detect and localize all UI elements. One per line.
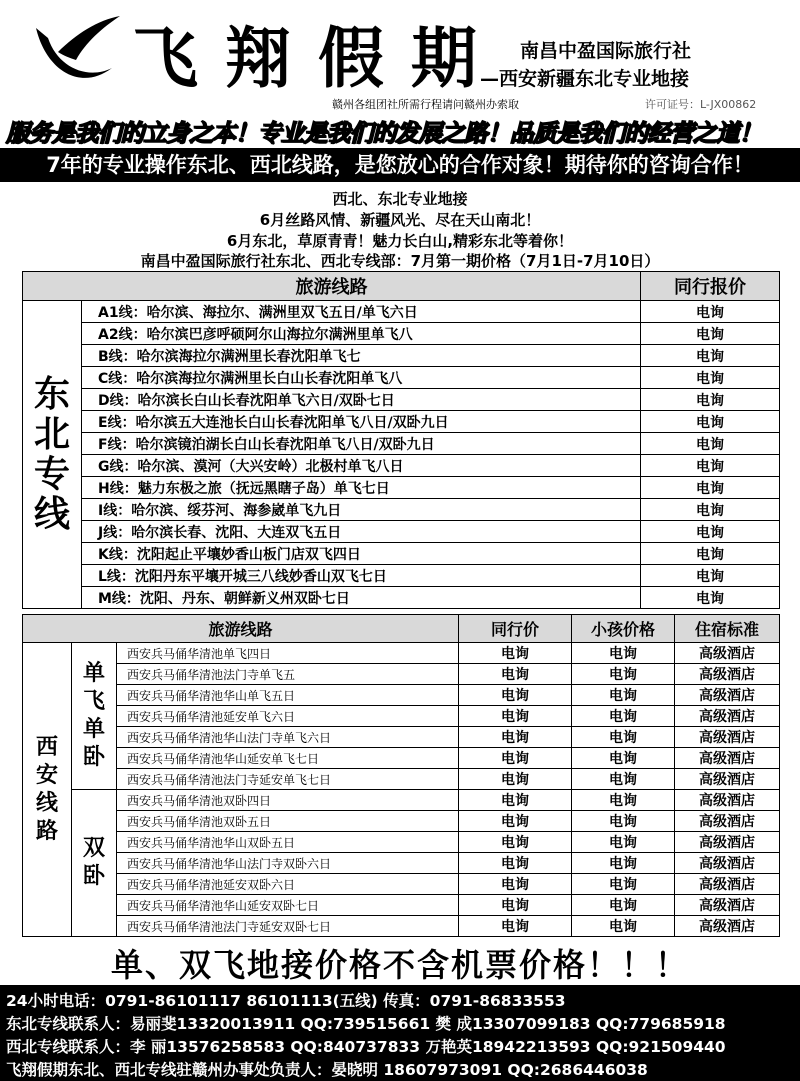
table-row — [23, 811, 780, 832]
peer-price-cell: 电询 — [459, 811, 572, 832]
intro-line-2: 6月丝路风情、新疆风光、尽在天山南北！ — [259, 211, 541, 229]
child-price-cell: 电询 — [572, 685, 675, 706]
route-header: 旅游线路 — [23, 272, 641, 301]
table-header-row — [23, 615, 780, 643]
table-row — [23, 727, 780, 748]
hotel-cell: 高级酒店 — [675, 748, 780, 769]
route-cell: 西安兵马俑华清池华山法门寺单飞六日 — [117, 727, 459, 748]
route-header: 旅游线路 — [23, 615, 459, 643]
peer-price-cell: 电询 — [459, 706, 572, 727]
slogan: 服务是我们的立身之本！专业是我们的发展之路！品质是我们的经营之道！ — [6, 119, 762, 147]
peer-price-cell: 电询 — [459, 748, 572, 769]
child-price-cell: 电询 — [572, 727, 675, 748]
table-row — [23, 874, 780, 895]
hotel-cell: 高级酒店 — [675, 643, 780, 664]
brand-title: 飞 翔 假 期 — [132, 19, 479, 97]
double-sleeper-label: 双 卧 — [72, 790, 117, 937]
peer-price-cell: 电询 — [459, 643, 572, 664]
hotel-cell: 高级酒店 — [675, 727, 780, 748]
hotel-cell: 高级酒店 — [675, 685, 780, 706]
peer-price-cell: 电询 — [459, 769, 572, 790]
route-cell: C线：哈尔滨海拉尔满洲里长白山长春沈阳单飞八 — [82, 367, 641, 389]
hotel-cell: 高级酒店 — [675, 706, 780, 727]
hotel-cell: 高级酒店 — [675, 916, 780, 937]
table-row — [23, 832, 780, 853]
intro-line-3: 6月东北，草原青青！魅力长白山,精彩东北等着你！ — [226, 232, 574, 250]
price-cell: 电询 — [641, 367, 780, 389]
northeast-section-label: 东 北 专 线 — [23, 301, 82, 609]
price-cell: 电询 — [641, 301, 780, 323]
child-price-cell: 电询 — [572, 643, 675, 664]
peer-price-cell: 电询 — [459, 832, 572, 853]
price-cell: 电询 — [641, 543, 780, 565]
route-cell: H线：魅力东极之旅（抚远黑瞎子岛）单飞七日 — [82, 477, 641, 499]
child-price-cell: 电询 — [572, 664, 675, 685]
price-cell: 电询 — [641, 389, 780, 411]
intro-line-4: 南昌中盈国际旅行社东北、西北专线部：7月第一期价格（7月1日-7月10日） — [140, 252, 660, 270]
table-row — [23, 643, 780, 664]
contact-panel — [0, 985, 800, 1081]
price-cell: 电询 — [641, 499, 780, 521]
price-cell: 电询 — [641, 455, 780, 477]
xian-section-label: 西 安 线 路 — [23, 643, 72, 937]
price-cell: 电询 — [641, 411, 780, 433]
xian-table — [22, 614, 780, 937]
peer-price-cell: 电询 — [459, 874, 572, 895]
hotel-cell: 高级酒店 — [675, 664, 780, 685]
table-row — [23, 367, 780, 389]
table-row — [23, 565, 780, 587]
price-cell: 电询 — [641, 587, 780, 609]
route-cell: F线：哈尔滨镜泊湖长白山长春沈阳单飞八日/双卧九日 — [82, 433, 641, 455]
single-flight-label: 单 飞 单 卧 — [72, 643, 117, 790]
table-row — [23, 301, 780, 323]
table-row — [23, 685, 780, 706]
child-price-cell: 电询 — [572, 853, 675, 874]
child-price-cell: 电询 — [572, 895, 675, 916]
peer-price-cell: 电询 — [459, 727, 572, 748]
peer-price-cell: 电询 — [459, 916, 572, 937]
route-cell: B线：哈尔滨海拉尔满洲里长春沈阳单飞七 — [82, 345, 641, 367]
table-row — [23, 664, 780, 685]
hotel-cell: 高级酒店 — [675, 895, 780, 916]
route-cell: 西安兵马俑华清池华山双卧五日 — [117, 832, 459, 853]
child-price-cell: 电询 — [572, 874, 675, 895]
price-cell: 电询 — [641, 477, 780, 499]
route-cell: A1线：哈尔滨、海拉尔、满洲里双飞五日/单飞六日 — [82, 301, 641, 323]
hotel-cell: 高级酒店 — [675, 790, 780, 811]
agency-name: 南昌中盈国际旅行社 — [520, 40, 692, 62]
route-cell: A2线：哈尔滨巴彦呼硕阿尔山海拉尔满洲里单飞八 — [82, 323, 641, 345]
hotel-cell: 高级酒店 — [675, 811, 780, 832]
child-price-cell: 电询 — [572, 769, 675, 790]
table-header-row — [23, 272, 780, 301]
route-cell: D线：哈尔滨长白山长春沈阳单飞六日/双卧七日 — [82, 389, 641, 411]
route-cell: 西安兵马俑华清池延安双卧六日 — [117, 874, 459, 895]
peer-price-cell: 电询 — [459, 685, 572, 706]
peer-price-cell: 电询 — [459, 664, 572, 685]
table-row — [23, 345, 780, 367]
table-row — [23, 748, 780, 769]
route-cell: 西安兵马俑华清池华山单飞五日 — [117, 685, 459, 706]
route-cell: 西安兵马俑华清池法门寺延安双卧七日 — [117, 916, 459, 937]
table-row — [23, 499, 780, 521]
table-row — [23, 477, 780, 499]
table-row — [23, 521, 780, 543]
route-cell: 西安兵马俑华清池法门寺单飞五 — [117, 664, 459, 685]
hotel-header: 住宿标准 — [675, 615, 780, 643]
table-row — [23, 455, 780, 477]
banner: 7年的专业操作东北、西北线路，是您放心的合作对象！期待你的咨询合作！ — [0, 148, 800, 182]
route-cell: 西安兵马俑华清池双卧五日 — [117, 811, 459, 832]
contact-northwest: 西北专线联系人：李 丽13576258583 QQ:840737833 万艳英18942213593 QQ:921509440 — [6, 1038, 726, 1056]
permit-number: 许可证号：L-JX00862 — [645, 98, 757, 111]
peer-price-header: 同行价 — [459, 615, 572, 643]
route-cell: 西安兵马俑华清池法门寺延安单飞七日 — [117, 769, 459, 790]
table-row — [23, 389, 780, 411]
table-row — [23, 323, 780, 345]
child-price-header: 小孩价格 — [572, 615, 675, 643]
hotel-cell: 高级酒店 — [675, 832, 780, 853]
route-cell: 西安兵马俑华清池华山延安双卧七日 — [117, 895, 459, 916]
peer-price-cell: 电询 — [459, 853, 572, 874]
route-cell: L线：沈阳丹东平壤开城三八线妙香山双飞七日 — [82, 565, 641, 587]
price-cell: 电询 — [641, 433, 780, 455]
child-price-cell: 电询 — [572, 706, 675, 727]
contact-hotline: 24小时电话：0791-86101117 86101113(五线) 传真：0791-86833553 — [6, 992, 566, 1010]
table-row — [23, 916, 780, 937]
route-cell: 西安兵马俑华清池延安单飞六日 — [117, 706, 459, 727]
hotel-cell: 高级酒店 — [675, 853, 780, 874]
table-row — [23, 769, 780, 790]
route-cell: 西安兵马俑华清池单飞四日 — [117, 643, 459, 664]
northeast-table — [22, 271, 780, 609]
contact-northeast: 东北专线联系人：易丽斐13320013911 QQ:739515661 樊 成13307099183 QQ:779685918 — [6, 1015, 726, 1033]
footer-note: 单、双飞地接价格不含机票价格！！！ — [110, 946, 689, 984]
route-cell: 西安兵马俑华清池华山法门寺双卧六日 — [117, 853, 459, 874]
price-cell: 电询 — [641, 521, 780, 543]
agency-subtitle: —西安新疆东北专业地接 — [480, 68, 690, 90]
route-cell: 西安兵马俑华清池华山延安单飞七日 — [117, 748, 459, 769]
route-cell: I线：哈尔滨、绥芬河、海参崴单飞九日 — [82, 499, 641, 521]
child-price-cell: 电询 — [572, 748, 675, 769]
child-price-cell: 电询 — [572, 790, 675, 811]
table-row — [23, 706, 780, 727]
child-price-cell: 电询 — [572, 916, 675, 937]
price-cell: 电询 — [641, 565, 780, 587]
peer-price-cell: 电询 — [459, 790, 572, 811]
table-row — [23, 895, 780, 916]
route-cell: J线：哈尔滨长春、沈阳、大连双飞五日 — [82, 521, 641, 543]
child-price-cell: 电询 — [572, 832, 675, 853]
price-cell: 电询 — [641, 323, 780, 345]
table-row — [23, 790, 780, 811]
table-row — [23, 411, 780, 433]
table-row — [23, 853, 780, 874]
route-cell: M线：沈阳、丹东、朝鲜新义州双卧七日 — [82, 587, 641, 609]
contact-ganzhou: 飞翔假期东北、西北专线驻赣州办事处负责人：晏晓明 18607973091 QQ:2686446038 — [6, 1061, 648, 1079]
intro-line-1: 西北、东北专业地接 — [332, 190, 468, 208]
route-cell: E线：哈尔滨五大连池长白山长春沈阳单飞八日/双卧九日 — [82, 411, 641, 433]
child-price-cell: 电询 — [572, 811, 675, 832]
table-row — [23, 433, 780, 455]
ganzhou-note: 赣州各组团社所需行程请问赣州办索取 — [332, 98, 519, 111]
table-row — [23, 543, 780, 565]
hotel-cell: 高级酒店 — [675, 874, 780, 895]
logo-icon — [28, 8, 123, 96]
route-cell: G线：哈尔滨、漠河（大兴安岭）北极村单飞八日 — [82, 455, 641, 477]
route-cell: K线：沈阳起止平壤妙香山板门店双飞四日 — [82, 543, 641, 565]
route-cell: 西安兵马俑华清池双卧四日 — [117, 790, 459, 811]
price-cell: 电询 — [641, 345, 780, 367]
hotel-cell: 高级酒店 — [675, 769, 780, 790]
table-row — [23, 587, 780, 609]
peer-price-cell: 电询 — [459, 895, 572, 916]
price-header: 同行报价 — [641, 272, 780, 301]
